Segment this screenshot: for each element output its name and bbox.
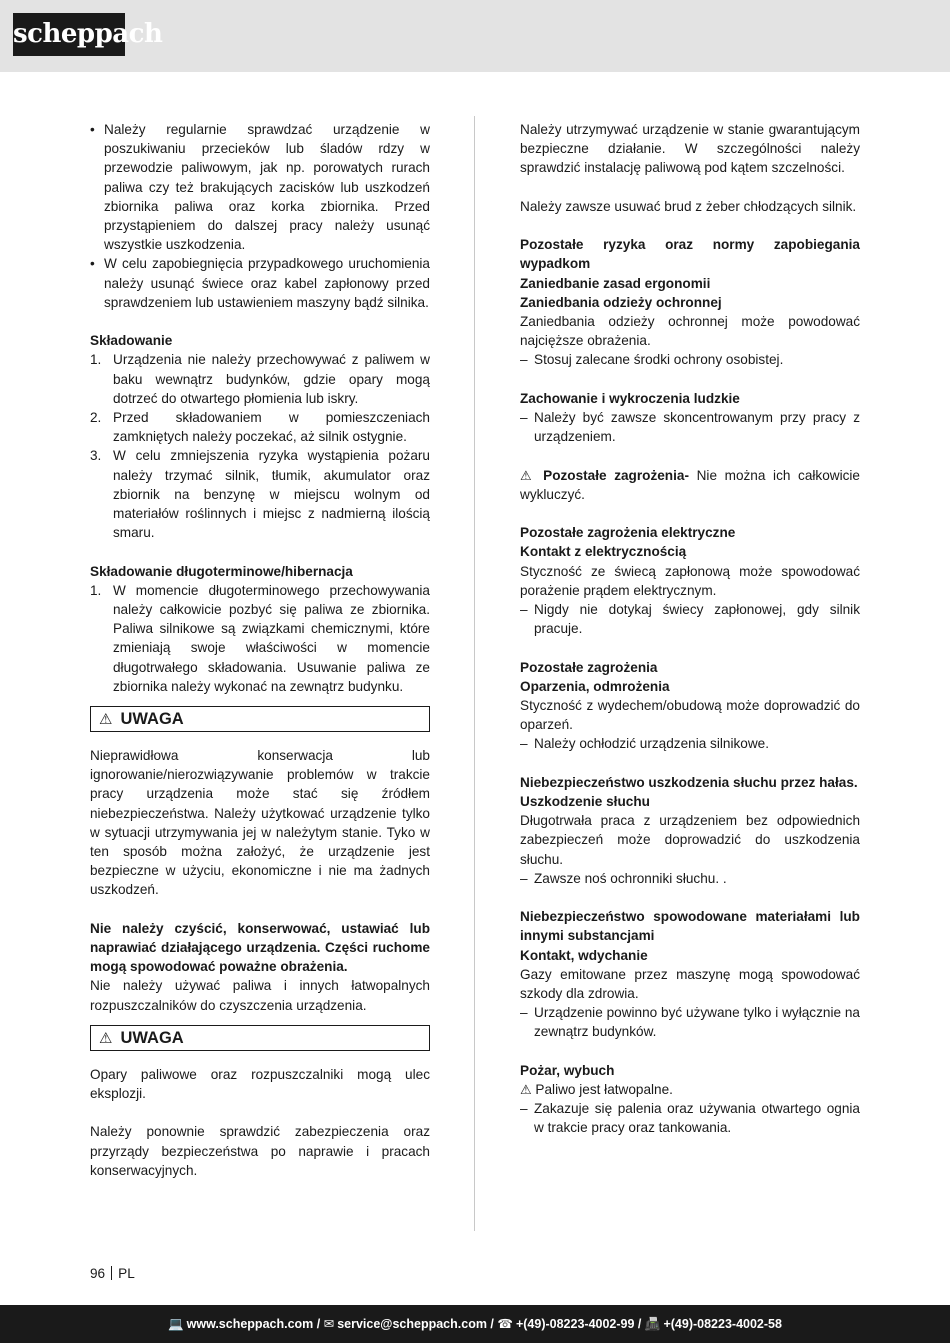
list-item: • W celu zapobiegnięcia przypadkowego uruchomienia należy usunąć świece oraz kabel zapłonowy przed sprawdzeniem lub ustawieniem maszyny bądź silnika.	[90, 254, 430, 312]
materials-heading: Niebezpieczeństwo spowodowane materiałami lub innymi substancjami	[520, 909, 860, 944]
list-item: 1. Urządzenia nie należy przechowywać z paliwem w baku wewnątrz budynków, gdzie opary mogą dotrzeć do otwartego płomienia lub iskry.	[90, 352, 430, 406]
warning-triangle-icon: ⚠	[99, 711, 113, 729]
residual-hazards-note: ⚠ Pozostałe zagrożenia- Nie można ich całkowicie wykluczyć.	[520, 467, 860, 502]
noise-heading: Niebezpieczeństwo uszkodzenia słuchu przez hałas.	[520, 774, 858, 790]
clothing-heading: Zaniedbania odzieży ochronnej	[520, 294, 722, 310]
page-number-separator	[111, 1266, 112, 1280]
electrical-text: Styczność ze świecą zapłonową może spowodować porażenie prądem elektrycznym.	[520, 563, 860, 598]
cooling-fins-text: Należy zawsze usuwać brud z żeber chłodzących silnik.	[520, 198, 857, 214]
footer-phone[interactable]: +(49)-08223-4002-99	[515, 1317, 635, 1331]
list-item: • Należy regularnie sprawdzać urządzenie w poszukiwaniu przecieków lub śladów rdzy w przewodzie paliwowym, jak np. porowatych rurach paliwa czy też brakujących zacisków lub uszkodzeń zbiornika paliwa oraz korka zbiornika. Przed przystąpieniem do dalszej pracy należy usunąć wszystkie uszkodzenia.	[90, 120, 430, 254]
other-hazards-heading: Pozostałe zagrożenia	[520, 659, 658, 675]
list-item: – Zawsze noś ochronniki słuchu. .	[520, 869, 860, 888]
behavior-heading: Zachowanie i wykroczenia ludzkie	[520, 390, 740, 406]
fax-icon: 📠	[644, 1317, 661, 1331]
hearing-subheading: Uszkodzenie słuchu	[520, 794, 650, 809]
inspection-bullet-list	[90, 120, 430, 312]
hearing-text: Długotrwała praca z urządzeniem bez odpowiednich zabezpieczeń może doprowadzić do uszkodzenia słuchu.	[520, 813, 860, 867]
electrical-dash-list	[520, 600, 860, 638]
list-item: – Należy ochłodzić urządzenia silnikowe.	[520, 734, 860, 753]
warning-triangle-icon: ⚠	[520, 467, 536, 483]
warning-text: Opary paliwowe oraz rozpuszczalniki mogą ulec eksplozji.	[90, 1066, 430, 1102]
scheppach-logo: scheppach	[13, 13, 125, 56]
cleaning-text: Nie należy używać paliwa i innych łatwopalnych rozpuszczalników do czyszczenia urządzenia.	[90, 978, 430, 1013]
storage-list	[90, 350, 430, 542]
burns-text: Styczność z wydechem/obudową może doprowadzić do oparzeń.	[520, 698, 860, 733]
longterm-storage-list	[90, 581, 430, 696]
footer-website[interactable]: www.scheppach.com	[186, 1317, 314, 1331]
inhalation-dash-list	[520, 1003, 860, 1041]
residual-risks-heading: Pozostałe ryzyka oraz normy zapobiegania wypadkom	[520, 237, 860, 272]
warning-box	[90, 706, 430, 732]
storage-heading: Składowanie	[90, 333, 173, 349]
page-number-value: 96	[90, 1266, 106, 1281]
final-check-text: Należy ponownie sprawdzić zabezpieczenia oraz przyrządy bezpieczeństwa po naprawie i pracach konserwacyjnych.	[90, 1124, 430, 1178]
electrical-heading: Pozostałe zagrożenia elektryczne	[520, 525, 736, 541]
list-item: – Należy być zawsze skoncentrowanym przy pracy z urządzeniem.	[520, 408, 860, 446]
page-number	[90, 1265, 135, 1283]
column-divider	[474, 116, 475, 1231]
list-item: – Urządzenie powinno być używane tylko i wyłącznie na zewnątrz budynków.	[520, 1003, 860, 1041]
bold-warning-text: Nie należy czyścić, konserwować, ustawiać lub naprawiać działającego urządzenia. Części ruchome mogą spowodować poważne obrażenia.	[90, 920, 430, 975]
electrical-subheading: Kontakt z elektrycznością	[520, 544, 687, 560]
page-footer: 💻 www.scheppach.com / ✉ service@scheppach.com / ☎ +(49)-08223-4002-99 / 📠 +(49)-08223-4002-58	[0, 1305, 950, 1343]
list-item: – Stosuj zalecane środki ochrony osobistej.	[520, 350, 860, 369]
warning-label: UWAGA	[120, 710, 184, 729]
clothing-dash-list	[520, 350, 860, 369]
inhalation-text: Gazy emitowane przez maszynę mogą spowodować szkody dla zdrowia.	[520, 966, 860, 1002]
page-language: PL	[118, 1266, 135, 1281]
burns-subheading: Oparzenia, odmrożenia	[520, 678, 670, 694]
list-item: 2. Przed składowaniem w pomieszczeniach zamkniętych należy poczekać, aż silnik ostygnie.	[90, 410, 430, 445]
footer-email[interactable]: service@scheppach.com	[337, 1317, 487, 1331]
clothing-text: Zaniedbania odzieży ochronnej może powodować najcięższe obrażenia.	[520, 314, 860, 349]
phone-icon: ☎	[497, 1317, 513, 1331]
warning-box	[90, 1025, 430, 1051]
left-column	[90, 120, 430, 1199]
warning-triangle-icon: ⚠	[99, 1029, 113, 1047]
warning-text: Nieprawidłowa konserwacja lub ignorowanie/nierozwiązywanie problemów w trakcie pracy urządzenia może stać się źródłem niebezpieczeństwa. Należy użytkować urządzenie tylko w sytuacji utrzymywania jej w należytym stanie. Tyko w ten sposób można założyć, że urządzenie jest bezpieczne w użyciu, ekonomiczne i nie ma żadnych uszkodzeń.	[90, 748, 430, 898]
right-column	[520, 120, 860, 1157]
hearing-dash-list	[520, 869, 860, 888]
inhalation-subheading: Kontakt, wdychanie	[520, 947, 648, 963]
page-header	[0, 0, 950, 72]
fire-heading: Pożar, wybuch	[520, 1062, 615, 1078]
fire-text: ⚠ Paliwo jest łatwopalne.	[520, 1082, 673, 1098]
mail-icon: ✉	[323, 1317, 335, 1331]
footer-fax: +(49)-08223-4002-58	[663, 1317, 782, 1331]
maintenance-intro: Należy utrzymywać urządzenie w stanie gwarantującym bezpieczne działanie. W szczególności należy sprawdzić instalację paliwową pod kątem szczelności.	[520, 122, 860, 176]
warning-triangle-icon: ⚠	[520, 1082, 532, 1098]
list-item: – Nigdy nie dotykaj świecy zapłonowej, gdy silnik pracuje.	[520, 600, 860, 638]
behavior-dash-list	[520, 408, 860, 446]
list-item: 3. W celu zmniejszenia ryzyka wystąpienia pożaru należy trzymać silnik, tłumik, akumulator oraz zbiornik na benzynę w miejscu wolnym od materiałów roślinnych i miejsc z nadmierną ilością smaru.	[90, 448, 430, 541]
computer-icon: 💻	[168, 1317, 184, 1331]
warning-label: UWAGA	[120, 1028, 184, 1047]
list-item: 1. W momencie długoterminowego przechowywania należy całkowicie pozbyć się paliwa ze zbiornika. Paliwa silnikowe są związkami chemicznymi, które zmieniają swoje właściwości w momencie długotrwałego składowania. Usuwanie paliwa ze zbiornika należy wykonać na zewnątrz budynku.	[90, 582, 430, 694]
ergonomics-heading: Zaniedbanie zasad ergonomii	[520, 275, 711, 291]
list-item: – Zakazuje się palenia oraz używania otwartego ognia w trakcie pracy oraz tankowania.	[520, 1099, 860, 1137]
fire-dash-list	[520, 1099, 860, 1137]
burns-dash-list	[520, 734, 860, 753]
longterm-storage-heading: Składowanie długoterminowe/hibernacja	[90, 563, 353, 579]
